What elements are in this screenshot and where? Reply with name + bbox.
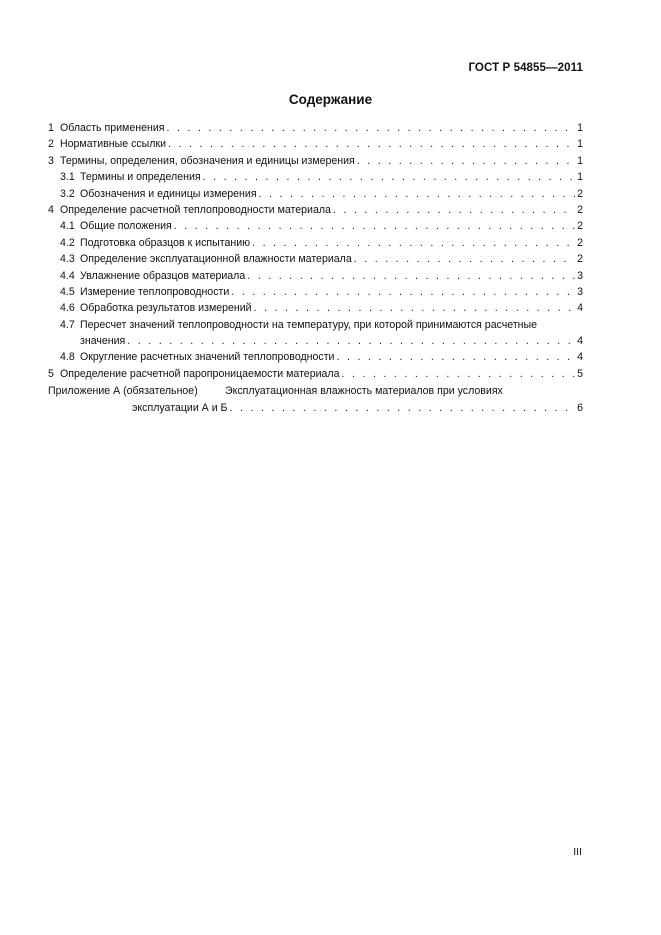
toc-entry-1[interactable] xyxy=(48,120,583,136)
toc-appendix-a-line1[interactable] xyxy=(48,383,583,399)
toc-entry-page: 1 xyxy=(577,122,583,134)
toc-entry-4-7-line1[interactable] xyxy=(48,317,583,333)
toc-entry-label: Определение эксплуатационной влажности материала xyxy=(80,253,352,266)
toc-appendix-a-line2[interactable] xyxy=(48,400,583,416)
toc-entry-number: 4.5 xyxy=(60,285,75,298)
toc-entry-label: Нормативные ссылки xyxy=(60,138,167,151)
toc-entry-page: 2 xyxy=(577,220,583,233)
page-number: III xyxy=(573,846,582,858)
toc-entry-4-4[interactable] xyxy=(48,268,583,284)
toc-entry-number: 4.8 xyxy=(60,351,75,364)
toc-entry-page: 3 xyxy=(577,285,583,298)
toc-entry-label: Определение расчетной теплопроводности материала xyxy=(60,203,331,216)
toc-entry-page: 4 xyxy=(577,302,583,315)
toc-entry-number: 4.2 xyxy=(60,236,75,249)
toc-entry-label: Обработка результатов измерений xyxy=(80,302,252,315)
toc-entry-page: 1 xyxy=(577,154,583,167)
toc-entry-page: 5 xyxy=(577,367,583,380)
toc-entry-label: значения xyxy=(80,335,126,348)
toc-entry-4-7-line2[interactable] xyxy=(48,333,583,349)
toc-entry-label: Термины, определения, обозначения и единицы измерения xyxy=(60,154,355,167)
toc-entry-label: Термины и определения xyxy=(80,171,201,184)
toc-entry-page: 3 xyxy=(577,269,583,282)
toc-entry-label: Область применения xyxy=(60,122,165,134)
toc-entry-label: Подготовка образцов к испытанию xyxy=(80,236,251,249)
toc-entry-label: Определение расчетной паропроницаемости материала xyxy=(60,367,340,380)
standard-number: ГОСТ Р 54855—2011 xyxy=(468,62,583,74)
toc-entry-number: 4.1 xyxy=(60,220,75,233)
toc-entry-4-3[interactable] xyxy=(48,251,583,267)
toc-entry-page: 2 xyxy=(577,203,583,216)
toc-entry-4-6[interactable] xyxy=(48,300,583,316)
toc-entry-number: 3 xyxy=(48,154,54,167)
toc-entry-page: 2 xyxy=(577,253,583,266)
toc-entry-4-5[interactable] xyxy=(48,284,583,300)
toc-entry-number: 1 xyxy=(48,122,54,134)
toc-entry-label: Общие положения xyxy=(80,220,172,233)
toc-entry-4-2[interactable] xyxy=(48,235,583,251)
toc-entry-page: 6 xyxy=(577,401,583,414)
toc-entry-3-1[interactable] xyxy=(48,169,583,185)
toc-entry-number: 2 xyxy=(48,138,54,151)
toc-entry-4-1[interactable] xyxy=(48,218,583,234)
toc-entry-number: 4.6 xyxy=(60,302,75,315)
toc-entry-label: Округление расчетных значений теплопроводности xyxy=(80,351,335,364)
toc-entry-number: 4.3 xyxy=(60,253,75,266)
toc-entry-label: Увлажнение образцов материала xyxy=(80,269,246,282)
toc-entry-4-8[interactable] xyxy=(48,349,583,365)
toc-entry-label: Обозначения и единицы измерения xyxy=(80,187,257,200)
toc-entry-number: 4.7 xyxy=(60,318,75,331)
toc-entry-number: 4 xyxy=(48,203,54,216)
toc-entry-number: 5 xyxy=(48,367,54,380)
appendix-title-line1: Эксплуатационная влажность материалов при условиях xyxy=(225,385,503,398)
toc-entry-page: 4 xyxy=(577,335,583,348)
toc-entry-page: 1 xyxy=(577,138,583,151)
toc-entry-page: 4 xyxy=(577,351,583,364)
toc-entry-3[interactable] xyxy=(48,153,583,169)
appendix-heading: Приложение А (обязательное) xyxy=(48,385,198,398)
toc-entry-page: 2 xyxy=(577,187,583,200)
toc-entry-number: 4.4 xyxy=(60,269,75,282)
toc-entry-3-2[interactable] xyxy=(48,186,583,202)
toc-entry-label: эксплуатации А и Б xyxy=(132,401,228,414)
toc-entry-label: Измерение теплопроводности xyxy=(80,285,230,298)
toc-entry-page: 1 xyxy=(577,171,583,184)
toc-entry-5[interactable] xyxy=(48,366,583,382)
page-title: Содержание xyxy=(288,92,373,107)
toc-entry-2[interactable] xyxy=(48,136,583,152)
table-of-contents xyxy=(48,120,583,416)
toc-entry-4[interactable] xyxy=(48,202,583,218)
toc-entry-label-line1: Пересчет значений теплопроводности на температуру, при которой принимаются расчетные xyxy=(80,318,538,331)
toc-entry-page: 2 xyxy=(577,236,583,249)
toc-entry-number: 3.2 xyxy=(60,187,75,200)
toc-entry-number: 3.1 xyxy=(60,171,75,184)
